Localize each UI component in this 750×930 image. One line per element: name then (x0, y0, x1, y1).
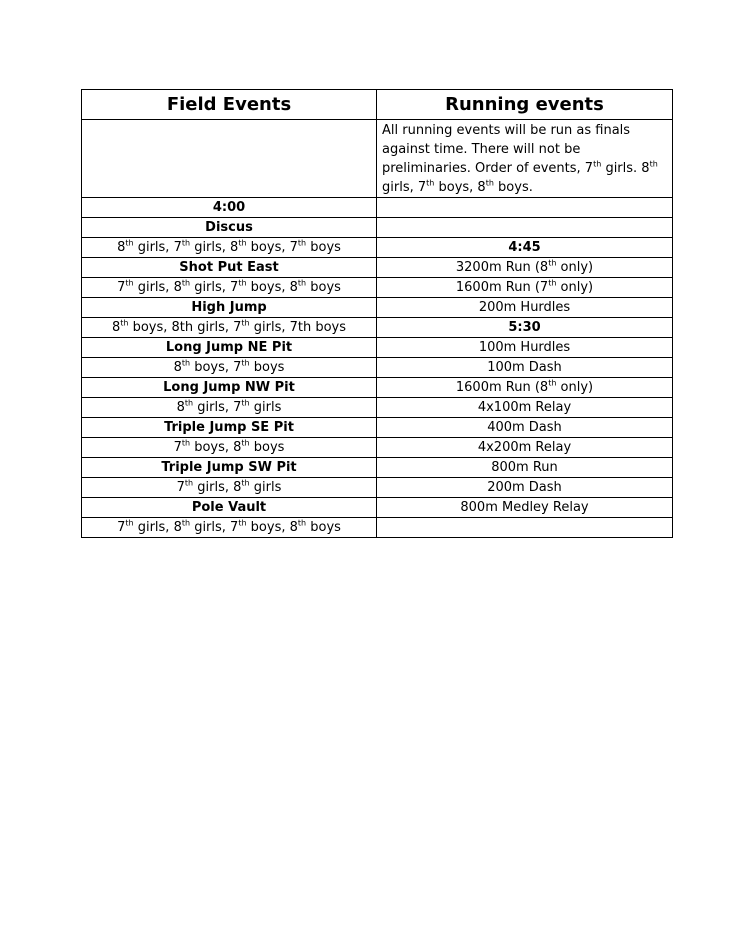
table-row (82, 198, 673, 218)
table-row (82, 458, 673, 478)
running-time-2: 5:30 (377, 318, 673, 338)
table-row (82, 318, 673, 338)
high-jump-event: High Jump (82, 298, 377, 318)
event-schedule-table (81, 89, 673, 538)
table-row (82, 338, 673, 358)
table-row (82, 218, 673, 238)
triple-jump-sw-order: 7th girls, 8th girls (82, 478, 377, 498)
long-jump-nw-order: 8th girls, 7th girls (82, 398, 377, 418)
table-row (82, 418, 673, 438)
running-time-1: 4:45 (377, 238, 673, 258)
table-row (82, 358, 673, 378)
dash-200-event: 200m Dash (377, 478, 673, 498)
running-events-note: All running events will be run as finals against time. There will not be preliminaries. Order of events, 7th girls. 8th girls, 7th boys, 8th boys. (377, 120, 673, 198)
table-row (82, 498, 673, 518)
triple-jump-se-order: 7th boys, 8th boys (82, 438, 377, 458)
table-row (82, 518, 673, 538)
table-row (82, 478, 673, 498)
discus-event: Discus (82, 218, 377, 238)
running-events-header: Running events (377, 90, 673, 120)
dash-400-event: 400m Dash (377, 418, 673, 438)
table-row (82, 120, 673, 198)
high-jump-order: 8th boys, 8th girls, 7th girls, 7th boys (82, 318, 377, 338)
run-1600-7th-event: 1600m Run (7th only) (377, 278, 673, 298)
empty-cell (377, 518, 673, 538)
hurdles-100-event: 100m Hurdles (377, 338, 673, 358)
shot-put-order: 7th girls, 8th girls, 7th boys, 8th boys (82, 278, 377, 298)
empty-cell (82, 120, 377, 198)
field-events-header: Field Events (82, 90, 377, 120)
shot-put-event: Shot Put East (82, 258, 377, 278)
table-row (82, 298, 673, 318)
run-800-event: 800m Run (377, 458, 673, 478)
empty-cell (377, 198, 673, 218)
long-jump-nw-event: Long Jump NW Pit (82, 378, 377, 398)
dash-100-event: 100m Dash (377, 358, 673, 378)
run-1600-8th-event: 1600m Run (8th only) (377, 378, 673, 398)
table-row (82, 378, 673, 398)
table-row (82, 398, 673, 418)
table-header-row (82, 90, 673, 120)
table-row (82, 278, 673, 298)
table-row (82, 238, 673, 258)
run-3200-event: 3200m Run (8th only) (377, 258, 673, 278)
pole-vault-order: 7th girls, 8th girls, 7th boys, 8th boys (82, 518, 377, 538)
medley-800-event: 800m Medley Relay (377, 498, 673, 518)
triple-jump-sw-event: Triple Jump SW Pit (82, 458, 377, 478)
table-row (82, 258, 673, 278)
table-row (82, 438, 673, 458)
field-start-time: 4:00 (82, 198, 377, 218)
long-jump-ne-order: 8th boys, 7th boys (82, 358, 377, 378)
long-jump-ne-event: Long Jump NE Pit (82, 338, 377, 358)
hurdles-200-event: 200m Hurdles (377, 298, 673, 318)
relay-4x100-event: 4x100m Relay (377, 398, 673, 418)
relay-4x200-event: 4x200m Relay (377, 438, 673, 458)
empty-cell (377, 218, 673, 238)
triple-jump-se-event: Triple Jump SE Pit (82, 418, 377, 438)
pole-vault-event: Pole Vault (82, 498, 377, 518)
discus-order: 8th girls, 7th girls, 8th boys, 7th boys (82, 238, 377, 258)
